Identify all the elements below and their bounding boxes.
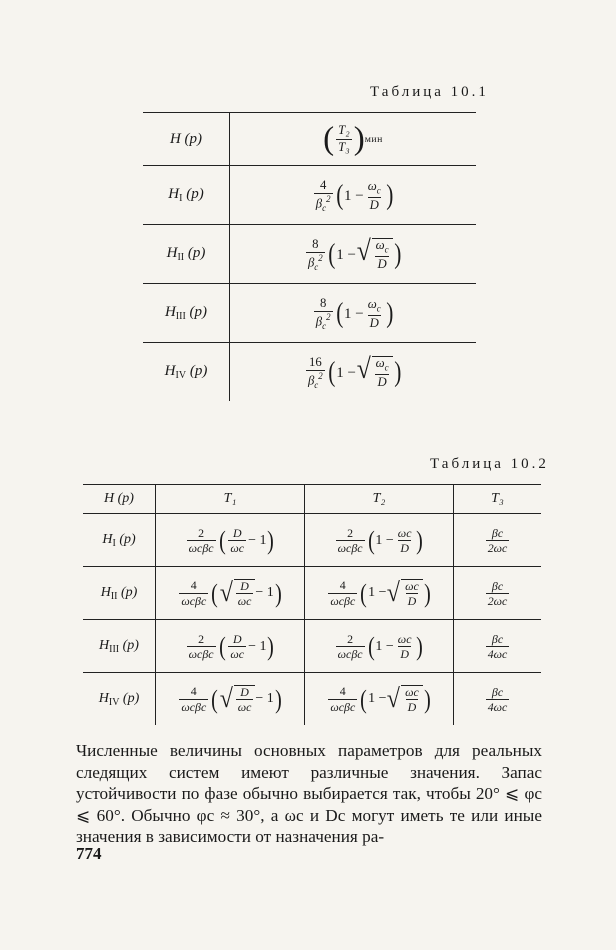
inner-den: D bbox=[400, 541, 409, 555]
tail: − 1 bbox=[248, 532, 267, 548]
inner-den: D bbox=[407, 700, 417, 715]
table-10-1-caption: Таблица 10.1 bbox=[370, 84, 489, 100]
table-row bbox=[83, 673, 541, 726]
inner-den: D bbox=[377, 375, 387, 390]
coef-den: ωcβc bbox=[337, 541, 363, 555]
t3-num: βc bbox=[491, 578, 504, 593]
coef-den: β bbox=[307, 255, 315, 270]
table-row bbox=[83, 567, 541, 620]
one-minus: 1 − bbox=[368, 691, 387, 707]
inner-num: ω bbox=[375, 356, 385, 371]
coef-num: 2 bbox=[198, 525, 205, 540]
inner-den: ωc bbox=[237, 594, 252, 609]
inner-num: D bbox=[232, 525, 242, 540]
h-label: $H_{III}$ (p) bbox=[83, 620, 156, 673]
t3-den: 4ωc bbox=[487, 700, 508, 714]
coef-num: 4 bbox=[190, 578, 197, 593]
t1-cell: $\frac{4}{\text{ωcβc}}$ ( √ $\frac{D}{\omega c}$ − 1 ) bbox=[156, 567, 305, 620]
inner-den: ωc bbox=[230, 647, 245, 661]
table-10-1 bbox=[143, 112, 476, 401]
h-label: $H_{III}$ (p) bbox=[143, 284, 230, 343]
inner-den: D bbox=[400, 647, 409, 661]
paragraph-text: Численные величины основных параметров для реальных следящих систем имеют различные значения. Запас устойчивости по фазе обычно выбирается так, чтобы 20° ⩽ φc ⩽ 60°. Обычно φc ≈ 30°, а ωc и Dc могут иметь те или иные значения в зависимости от назначения ра- bbox=[76, 741, 542, 846]
radical: √ $\frac{D}{\omega c}$ bbox=[219, 685, 255, 714]
inner-den: D bbox=[377, 257, 387, 272]
coef-den: ωcβc bbox=[181, 593, 207, 608]
coef-num: 2 bbox=[347, 631, 354, 646]
coef-num: 8 bbox=[312, 236, 319, 251]
radical: √ $\frac{D}{\omega c}$ bbox=[219, 579, 255, 608]
header-h-p: H (p) bbox=[83, 485, 156, 514]
formula-cell: $\frac{8}{\beta_c^2}$ ( 1 − √ $\frac{\omega_c}{D}$ ) bbox=[230, 225, 477, 284]
inner-den: ωc bbox=[237, 700, 252, 715]
inner-num: D bbox=[240, 578, 249, 593]
inner-num: ω bbox=[367, 178, 377, 193]
radical: √ $\frac{\omega_c}{D}$ bbox=[356, 356, 393, 389]
header-t1: T₁ bbox=[156, 485, 305, 514]
t3-den: 2ωc bbox=[487, 541, 508, 555]
t3-den: 2ωc bbox=[487, 594, 508, 608]
t1-cell: $\frac{2}{\text{ωcβc}}$ ( $\frac{D}{\omega c}$ − 1 ) bbox=[156, 620, 305, 673]
one-minus: 1 − bbox=[336, 364, 356, 381]
table-row bbox=[143, 225, 476, 284]
one-minus: 1 − bbox=[375, 532, 394, 548]
coef-den: ωcβc bbox=[181, 699, 207, 714]
coef-den: ωcβc bbox=[330, 593, 356, 608]
coef-den: β bbox=[307, 373, 315, 388]
inner-num-sub: c bbox=[376, 303, 381, 314]
coef-num: 2 bbox=[347, 525, 354, 540]
table-row bbox=[83, 514, 541, 567]
t3-num: βc bbox=[491, 631, 504, 646]
coef-num: 4 bbox=[339, 578, 346, 593]
body-paragraph bbox=[76, 740, 542, 848]
radical: √ $\frac{\omega c}{D}$ bbox=[386, 579, 422, 608]
inner-num: ω bbox=[375, 238, 385, 253]
radical: √ $\frac{\omega c}{D}$ bbox=[386, 685, 422, 714]
page-number: 774 bbox=[76, 844, 102, 863]
coef-num: 8 bbox=[319, 295, 327, 310]
t2-cell: $\frac{2}{\text{ωcβc}}$ ( 1 − $\frac{\omega c}{D}$ ) bbox=[305, 514, 454, 567]
header-frac-num: T₂ bbox=[338, 123, 350, 138]
table-row bbox=[143, 343, 476, 402]
inner-den: ωc bbox=[230, 541, 245, 555]
inner-num-sub: c bbox=[384, 362, 389, 373]
table-row bbox=[83, 620, 541, 673]
tail: − 1 bbox=[255, 691, 274, 707]
table-header-row bbox=[83, 485, 541, 514]
coef-den: β bbox=[315, 314, 323, 329]
t3-den: 4ωc bbox=[487, 647, 508, 661]
inner-num: ωc bbox=[405, 578, 419, 593]
inner-num: ω bbox=[367, 296, 377, 311]
one-minus: 1 − bbox=[375, 638, 394, 654]
inner-num: ωc bbox=[405, 684, 419, 699]
table-header-row bbox=[143, 113, 476, 166]
t3-cell bbox=[454, 514, 542, 567]
t2-cell: $\frac{2}{\text{ωcβc}}$ ( 1 − $\frac{\omega c}{D}$ ) bbox=[305, 620, 454, 673]
table-10-2-caption: Таблица 10.2 bbox=[430, 456, 549, 472]
coef-num: 4 bbox=[190, 684, 197, 699]
t3-cell bbox=[454, 567, 542, 620]
table-row bbox=[143, 284, 476, 343]
h-label: $H_{II}$ (p) bbox=[83, 567, 156, 620]
inner-den: D bbox=[407, 594, 417, 609]
table-10-2 bbox=[83, 484, 541, 725]
inner-den: D bbox=[369, 315, 379, 330]
one-minus: 1 − bbox=[368, 585, 387, 601]
header-t3: T₃ bbox=[454, 485, 542, 514]
coef-den: ωcβc bbox=[188, 541, 214, 555]
t3-num: βc bbox=[491, 525, 504, 540]
coef-num: 2 bbox=[198, 631, 205, 646]
inner-num: D bbox=[240, 684, 249, 699]
one-minus: 1 − bbox=[336, 246, 356, 263]
formula-cell: $\frac{4}{\beta_c^2}$ ( 1 − $\frac{\omega_c}{D}$ ) bbox=[230, 166, 477, 225]
formula-cell: $\frac{16}{\beta_c^2}$ ( 1 − √ $\frac{\omega_c}{D}$ ) bbox=[307, 354, 401, 390]
h-label: $H_{II}$ (p) bbox=[143, 225, 230, 284]
inner-num-sub: c bbox=[376, 185, 381, 196]
h-label: $H_I$ (p) bbox=[143, 166, 230, 225]
coef-num: 16 bbox=[308, 354, 322, 369]
inner-num: ωc bbox=[397, 631, 412, 646]
t2-cell: $\frac{4}{\text{ωcβc}}$ ( 1 − √ $\frac{\omega c}{D}$ ) bbox=[305, 567, 454, 620]
one-minus: 1 − bbox=[344, 187, 364, 204]
coef-den: ωcβc bbox=[337, 647, 363, 661]
tail: − 1 bbox=[248, 638, 267, 654]
inner-num-sub: c bbox=[384, 244, 389, 255]
inner-den: D bbox=[369, 197, 379, 212]
coef-den: ωcβc bbox=[188, 647, 214, 661]
t1-cell: $\frac{2}{\text{ωcβc}}$ ( $\frac{D}{\omega c}$ − 1 ) bbox=[156, 514, 305, 567]
header-sub-min: мин bbox=[364, 133, 383, 145]
t2-cell: $\frac{4}{\text{ωcβc}}$ ( 1 − √ $\frac{\omega c}{D}$ ) bbox=[305, 673, 454, 726]
coef-num: 4 bbox=[319, 177, 327, 192]
t1-cell: $\frac{4}{\text{ωcβc}}$ ( √ $\frac{D}{\omega c}$ − 1 ) bbox=[156, 673, 305, 726]
coef-num: 4 bbox=[339, 684, 346, 699]
coef-den: β bbox=[315, 196, 323, 211]
one-minus: 1 − bbox=[344, 305, 364, 322]
t3-num: βc bbox=[491, 684, 504, 699]
radical: √ $\frac{\omega_c}{D}$ bbox=[356, 238, 393, 271]
coef-den: ωcβc bbox=[330, 699, 356, 714]
h-label: $H_{IV}$ (p) bbox=[143, 343, 230, 402]
header-t2: T₂ bbox=[305, 485, 454, 514]
header-t2-t3-min: ( $\frac{\text{T₂}}{\text{T₃}}$ ) мин bbox=[230, 113, 477, 166]
formula-cell: $\frac{8}{\beta_c^2}$ ( 1 − $\frac{\omega_c}{D}$ ) bbox=[230, 284, 477, 343]
h-label: $H_{IV}$ (p) bbox=[83, 673, 156, 726]
tail: − 1 bbox=[255, 585, 274, 601]
t3-cell bbox=[454, 673, 542, 726]
header-frac-den: T₃ bbox=[338, 139, 350, 154]
table-row bbox=[143, 166, 476, 225]
t3-cell bbox=[454, 620, 542, 673]
inner-num: ωc bbox=[397, 525, 412, 540]
inner-num: D bbox=[232, 631, 242, 646]
header-h-p: H (p) bbox=[143, 113, 230, 166]
h-label: $H_I$ (p) bbox=[83, 514, 156, 567]
